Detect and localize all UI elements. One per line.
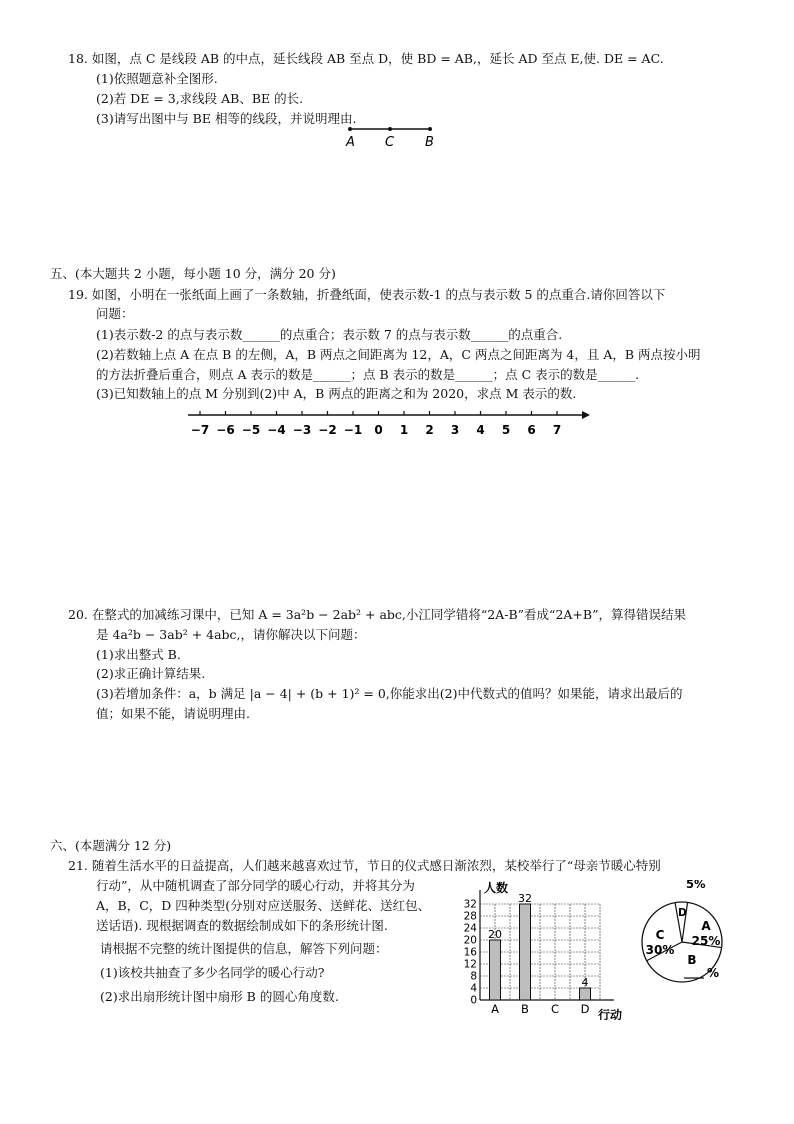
q21-line5: 请根据不完整的统计图提供的信息，解答下列问题： [100, 941, 388, 956]
bar-chart-category-label: C [550, 1002, 560, 1016]
pie-slice-value-A: 25% [691, 934, 721, 948]
q18-sub2: (2)若 DE = 3,求线段 AB、BE 的长. [96, 91, 304, 106]
q18-line1: 18. 如图，点 C 是线段 AB 的中点，延长线段 AB 至点 D，使 BD = AB,，延长 AD 至点 E,使. DE = AC. [68, 51, 664, 66]
number-line-tick-label: −4 [267, 423, 286, 437]
number-line-tick-label: −5 [241, 423, 261, 437]
q20-sub3a: (3)若增加条件：a，b 满足 |a − 4| + (b + 1)² = 0,你能求出(2)中代数式的值吗？如果能，请求出最后的 [96, 686, 683, 701]
number-line-tick-label: 2 [425, 423, 434, 437]
number-line-tick-label: 7 [552, 423, 562, 437]
number-line-tick-label: −2 [318, 423, 337, 437]
number-line-tick-label: 3 [450, 423, 460, 437]
pie-slice-percent-B: % [706, 966, 720, 980]
pie-slice-label-B: B [687, 953, 697, 967]
q19-sub1: (1)表示数-2 的点与表示数______的点重合；表示数 7 的点与表示数______的点重合. [96, 327, 563, 342]
bar-chart-category-label: B [521, 1002, 529, 1016]
number-line-tick-label: 6 [527, 423, 536, 437]
number-line [180, 405, 595, 441]
pie-outside-label: 5% [686, 880, 706, 891]
q18-segment-figure [340, 122, 440, 152]
pie-slice-label-C: C [655, 928, 665, 942]
q21-line4: 送话语). 现根据调查的数据绘制成如下的条形统计图. [96, 918, 388, 933]
number-line-tick-label: −1 [343, 423, 363, 437]
label-B: B [425, 135, 434, 150]
bar-chart-ytick-label: 32 [463, 898, 477, 911]
number-line-tick-label: −6 [216, 423, 235, 437]
q21-line2: 行动”，从中随机调查了部分同学的暖心行动，并将其分为 [96, 878, 415, 893]
q19-line1: 19. 如图，小明在一张纸面上画了一条数轴，折叠纸面，使表示数-1 的点与表示数 5 的点重合.请你回答以下 [68, 287, 666, 302]
number-line-tick-label: −7 [190, 423, 210, 437]
pie-slice-label-A: A [701, 919, 711, 933]
section-5-heading: 五、(本大题共 2 小题，每小题 10 分，满分 20 分) [50, 266, 336, 281]
bar-A [490, 940, 501, 1000]
q18-sub1: (1)依照题意补全图形. [96, 71, 218, 86]
bar-chart-ytick-label: 4 [470, 982, 477, 995]
pie-chart [630, 880, 742, 1000]
q20-line2: 是 4a²b − 3ab² + 4abc,，请你解决以下问题： [96, 627, 366, 642]
number-line-arrow [582, 411, 590, 419]
pie-slice-label-D: D [678, 907, 687, 919]
bar-chart-ytick-label: 16 [463, 946, 477, 959]
bar-B [520, 904, 531, 1000]
bar-chart [452, 880, 632, 1020]
label-A: A [346, 135, 355, 150]
bar-chart-ytick-label: 0 [470, 994, 477, 1007]
q19-line2: 问题： [96, 306, 134, 321]
number-line-tick-label: 4 [476, 423, 485, 437]
q20-sub3b: 值；如果不能，请说明理由. [96, 706, 250, 721]
q21-sub2: (2)求出扇形统计图中扇形 B 的圆心角度数. [100, 989, 339, 1004]
q20-sub2: (2)求正确计算结果. [96, 666, 206, 681]
q20-line1: 20. 在整式的加减练习课中，已知 A = 3a²b − 2ab² + abc,小江同学错将“2A-B”看成“2A+B”，算得错误结果 [68, 607, 686, 622]
bar-chart-ytick-label: 24 [463, 922, 477, 935]
bar-data-label: 20 [488, 928, 502, 941]
bar-chart-ylabel: 人数 [484, 881, 509, 895]
bar-data-label: 4 [581, 976, 589, 989]
q20-sub1: (1)求出整式 B. [96, 647, 181, 662]
bar-data-label: 32 [518, 892, 532, 905]
q21-line3: A，B，C，D 四种类型(分别对应送服务、送鲜花、送红包、 [96, 898, 431, 913]
q21-sub1: (1)该校共抽查了多少名同学的暖心行动? [100, 965, 325, 980]
pie-slice-value-C: 30% [645, 943, 675, 957]
q18-sub3: (3)请写出图中与 BE 相等的线段，并说明理由. [96, 111, 357, 126]
bar-chart-xlabel: 行动 [598, 1008, 623, 1020]
q19-sub2b: 的方法折叠后重合，则点 A 表示的数是______；点 B 表示的数是______；点 C 表示的数是______. [96, 367, 640, 382]
section-6-heading: 六、(本题满分 12 分) [50, 838, 172, 853]
bar-chart-ytick-label: 20 [463, 934, 477, 947]
q21-line1: 21. 随着生活水平的日益提高，人们越来越喜欢过节，节日的仪式感日渐浓烈，某校举行了“母亲节暖心特别 [68, 858, 661, 873]
number-line-tick-label: 5 [501, 423, 511, 437]
bar-chart-ytick-label: 28 [463, 910, 477, 923]
bar-chart-category-label: D [580, 1002, 590, 1016]
number-line-tick-label: 1 [399, 423, 409, 437]
bar-chart-ytick-label: 12 [463, 958, 477, 971]
number-line-tick-label: 0 [374, 423, 383, 437]
label-C: C [385, 135, 395, 150]
q19-sub2a: (2)若数轴上点 A 在点 B 的左侧，A，B 两点之间距离为 12，A，C 两点之间距离为 4，且 A，B 两点按小明 [96, 347, 701, 362]
bar-chart-category-label: A [491, 1002, 499, 1016]
q19-sub3: (3)已知数轴上的点 M 分别到(2)中 A，B 两点的距离之和为 2020，求点 M 表示的数. [96, 386, 577, 401]
number-line-tick-label: −3 [292, 423, 312, 437]
bar-D [580, 988, 591, 1000]
bar-chart-ytick-label: 8 [470, 970, 477, 983]
